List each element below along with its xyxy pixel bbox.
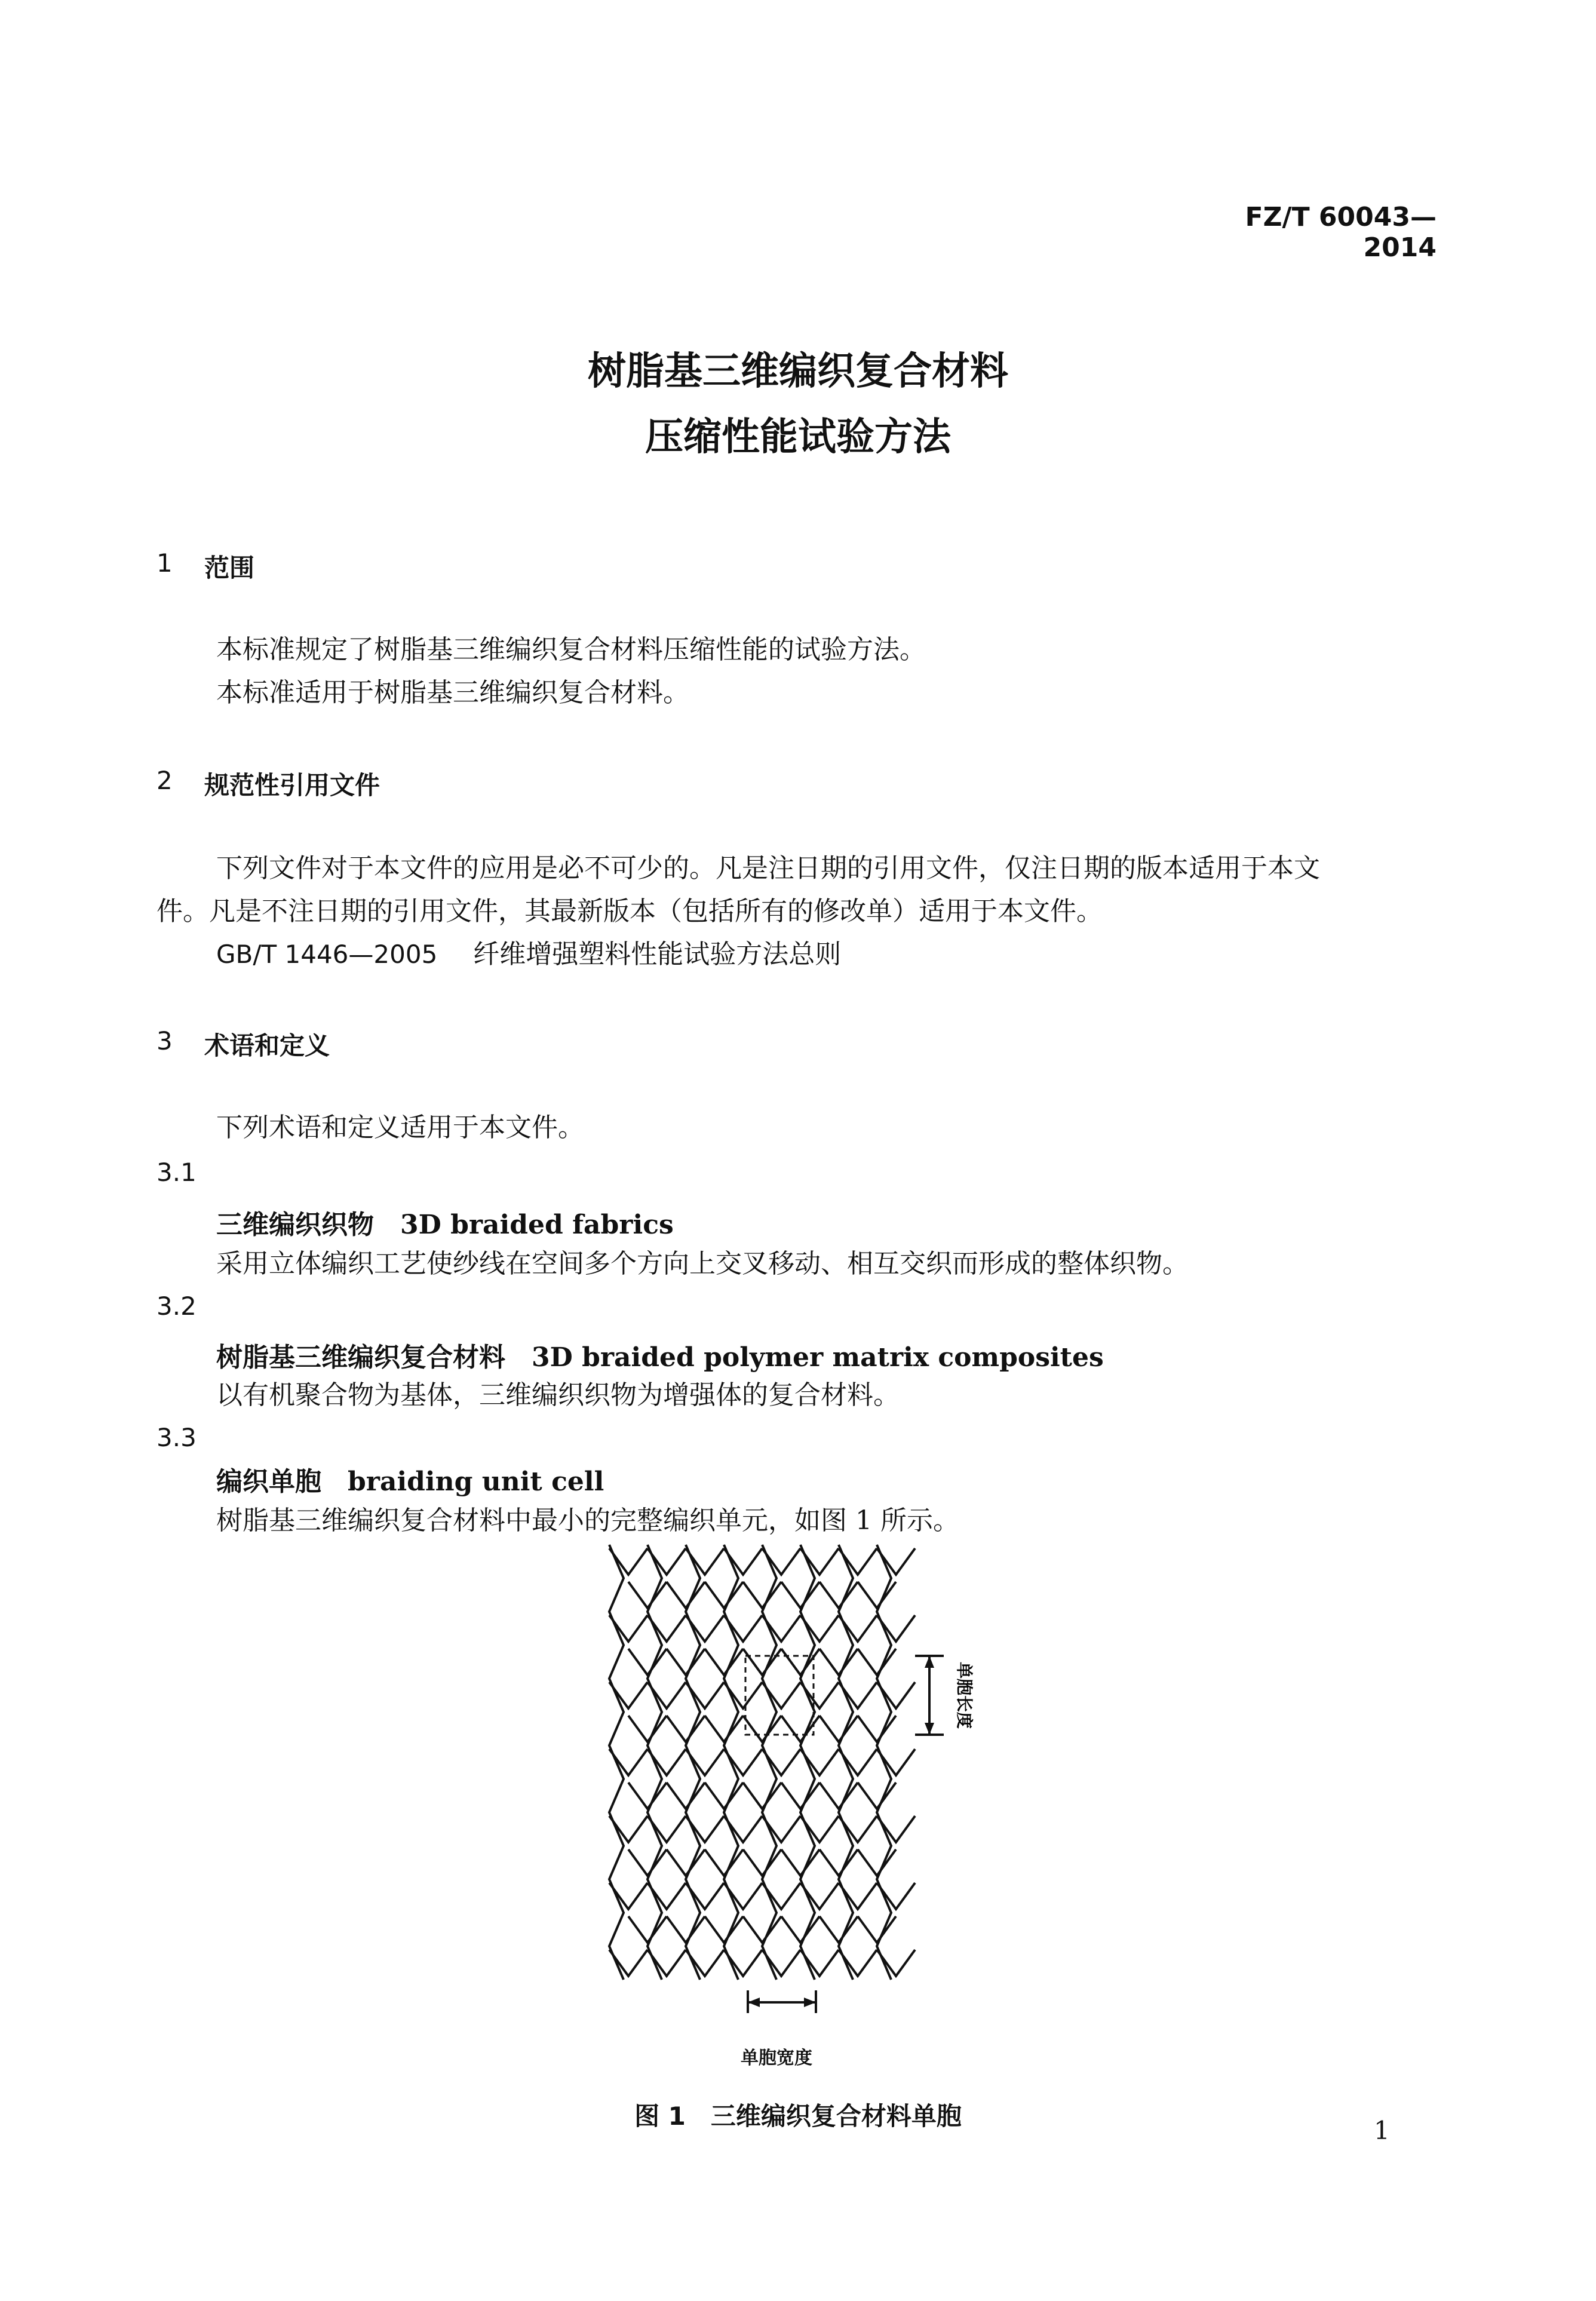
braid-chevron: [705, 1716, 743, 1742]
braid-chevron: [724, 1950, 762, 1976]
page-number: 1: [1374, 2116, 1390, 2145]
term-3-2-heading: 树脂基三维编织复合材料 3D braided polymer matrix composites: [216, 1342, 1104, 1373]
braid-chevron: [743, 1582, 781, 1608]
braid-chevron: [705, 1782, 743, 1809]
braid-chevron: [705, 1916, 743, 1943]
braid-chevron: [820, 1649, 858, 1675]
braid-chevron: [762, 1749, 800, 1775]
term-3-2-number: 3.2: [156, 1291, 197, 1321]
braid-chevron: [877, 1615, 915, 1642]
braid-chevron: [781, 1849, 820, 1876]
braid-strand: [609, 1545, 624, 1980]
cell-width-label: 单胞宽度: [741, 2048, 812, 2069]
braid-chevron: [647, 1883, 686, 1909]
braid-chevron: [724, 1883, 762, 1909]
braid-chevron: [820, 1716, 858, 1742]
braid-chevron: [877, 1749, 915, 1775]
braid-chevron: [628, 1649, 667, 1675]
braid-chevron: [839, 1883, 877, 1909]
braid-chevron: [820, 1582, 858, 1608]
section-1-paragraph-2: 本标准适用于树脂基三维编织复合材料。: [216, 677, 689, 708]
braid-chevron: [743, 1782, 781, 1809]
braid-chevron: [609, 1749, 647, 1775]
braid-chevron: [724, 1682, 762, 1708]
braid-chevron: [781, 1716, 820, 1742]
braid-chevron: [877, 1682, 915, 1708]
section-1-number: 1: [156, 548, 173, 578]
braid-chevron: [800, 1816, 839, 1842]
braid-chevron: [686, 1682, 724, 1708]
standard-number: FZ/T 60043—2014: [1245, 202, 1437, 263]
braid-chevron: [628, 1849, 667, 1876]
braid-chevron: [724, 1548, 762, 1575]
reference-code: GB/T 1446—2005: [216, 940, 438, 969]
braid-chevron: [705, 1849, 743, 1876]
braid-chevron: [800, 1749, 839, 1775]
section-2-number: 2: [156, 766, 173, 795]
braid-chevron: [877, 1883, 915, 1909]
term-3-3-definition: 树脂基三维编织复合材料中最小的完整编织单元，如图 1 所示。: [216, 1505, 959, 1536]
braid-chevron: [647, 1548, 686, 1575]
braid-chevron: [686, 1816, 724, 1842]
braid-chevron: [628, 1916, 667, 1943]
braid-chevron: [686, 1548, 724, 1575]
braid-chevron: [839, 1615, 877, 1642]
braid-chevron: [839, 1950, 877, 1976]
braid-strand: [647, 1545, 662, 1980]
figure-caption: 图 1 三维编织复合材料单胞: [634, 2101, 962, 2131]
section-2-paragraph-2: 件。凡是不注日期的引用文件，其最新版本（包括所有的修改单）适用于本文件。: [156, 896, 1103, 926]
braid-chevron: [667, 1649, 705, 1675]
braid-chevron: [628, 1582, 667, 1608]
reference-title: 纤维增强塑料性能试验方法总则: [473, 939, 842, 970]
braid-strand: [839, 1545, 853, 1980]
braid-chevron: [800, 1883, 839, 1909]
section-2-heading: 规范性引用文件: [204, 771, 380, 800]
braid-chevron: [686, 1749, 724, 1775]
braid-chevron: [647, 1749, 686, 1775]
braid-chevron: [820, 1782, 858, 1809]
braid-chevron: [724, 1816, 762, 1842]
braid-chevron: [762, 1816, 800, 1842]
braid-chevron: [800, 1548, 839, 1575]
section-2-paragraph-1: 下列文件对于本文件的应用是必不可少的。凡是注日期的引用文件，仅注日期的版本适用于本文: [216, 853, 1320, 883]
braid-chevron: [858, 1582, 896, 1608]
braid-chevron: [609, 1682, 647, 1708]
braid-chevron: [609, 1883, 647, 1909]
braid-chevron: [647, 1682, 686, 1708]
braid-chevron: [667, 1582, 705, 1608]
braid-chevron: [762, 1682, 800, 1708]
braid-chevron: [820, 1849, 858, 1876]
braid-chevron: [858, 1849, 896, 1876]
braid-chevron: [839, 1682, 877, 1708]
braid-chevron: [820, 1916, 858, 1943]
braid-chevron: [877, 1950, 915, 1976]
braid-strand: [800, 1545, 815, 1980]
braid-chevron: [647, 1615, 686, 1642]
braid-chevron: [877, 1816, 915, 1842]
braid-chevron: [667, 1782, 705, 1809]
braid-chevron: [609, 1615, 647, 1642]
reference-item: [216, 937, 841, 972]
cell-length-label: 单胞长度: [954, 1661, 974, 1729]
braid-chevron: [609, 1950, 647, 1976]
braid-pattern: [609, 1545, 915, 1980]
braid-chevron: [667, 1916, 705, 1943]
document-title-line-2: 压缩性能试验方法: [645, 415, 951, 459]
braid-chevron: [667, 1849, 705, 1876]
braid-chevron: [762, 1548, 800, 1575]
braid-chevron: [724, 1615, 762, 1642]
braid-chevron: [628, 1782, 667, 1809]
braid-chevron: [705, 1649, 743, 1675]
braid-chevron: [839, 1749, 877, 1775]
document-title-line-1: 树脂基三维编织复合材料: [588, 349, 1008, 394]
section-3-intro: 下列术语和定义适用于本文件。: [216, 1112, 584, 1143]
braid-chevron: [743, 1716, 781, 1742]
section-3-number: 3: [156, 1026, 173, 1056]
braid-chevron: [609, 1548, 647, 1575]
term-3-1-number: 3.1: [156, 1158, 197, 1187]
braid-chevron: [781, 1782, 820, 1809]
braid-chevron: [858, 1716, 896, 1742]
braid-chevron: [858, 1782, 896, 1809]
braid-chevron: [705, 1582, 743, 1608]
braid-chevron: [781, 1649, 820, 1675]
braid-strand: [877, 1545, 891, 1980]
braid-chevron: [839, 1816, 877, 1842]
braid-chevron: [762, 1615, 800, 1642]
braid-strand: [686, 1545, 700, 1980]
braid-chevron: [686, 1950, 724, 1976]
section-1-heading: 范围: [204, 553, 255, 582]
braid-chevron: [781, 1916, 820, 1943]
cell-length-dimension: [915, 1656, 944, 1735]
braid-chevron: [647, 1816, 686, 1842]
braid-chevron: [839, 1548, 877, 1575]
braid-chevron: [781, 1582, 820, 1608]
braided-unit-cell-figure: [597, 1541, 1015, 2031]
braid-chevron: [628, 1716, 667, 1742]
braid-chevron: [743, 1916, 781, 1943]
braid-chevron: [877, 1548, 915, 1575]
braid-chevron: [858, 1649, 896, 1675]
term-3-1-heading: 三维编织织物 3D braided fabrics: [216, 1210, 674, 1240]
braid-chevron: [762, 1950, 800, 1976]
term-3-3-number: 3.3: [156, 1423, 197, 1452]
braid-chevron: [609, 1816, 647, 1842]
section-3-heading: 术语和定义: [204, 1031, 330, 1060]
braid-chevron: [686, 1615, 724, 1642]
braid-strand: [724, 1545, 738, 1980]
braid-strand: [762, 1545, 776, 1980]
braid-chevron: [800, 1682, 839, 1708]
term-3-3-heading: 编织单胞 braiding unit cell: [216, 1466, 604, 1497]
section-1-paragraph-1: 本标准规定了树脂基三维编织复合材料压缩性能的试验方法。: [216, 634, 926, 665]
braid-chevron: [743, 1649, 781, 1675]
braid-chevron: [762, 1883, 800, 1909]
braid-chevron: [743, 1849, 781, 1876]
braid-chevron: [858, 1916, 896, 1943]
braid-chevron: [724, 1749, 762, 1775]
braid-chevron: [686, 1883, 724, 1909]
cell-width-dimension: [748, 1990, 816, 2013]
term-3-2-definition: 以有机聚合物为基体，三维编织织物为增强体的复合材料。: [216, 1380, 900, 1410]
braid-chevron: [800, 1615, 839, 1642]
braid-chevron: [647, 1950, 686, 1976]
term-3-1-definition: 采用立体编织工艺使纱线在空间多个方向上交叉移动、相互交织而形成的整体织物。: [216, 1248, 1189, 1279]
braid-chevron: [667, 1716, 705, 1742]
braid-chevron: [800, 1950, 839, 1976]
